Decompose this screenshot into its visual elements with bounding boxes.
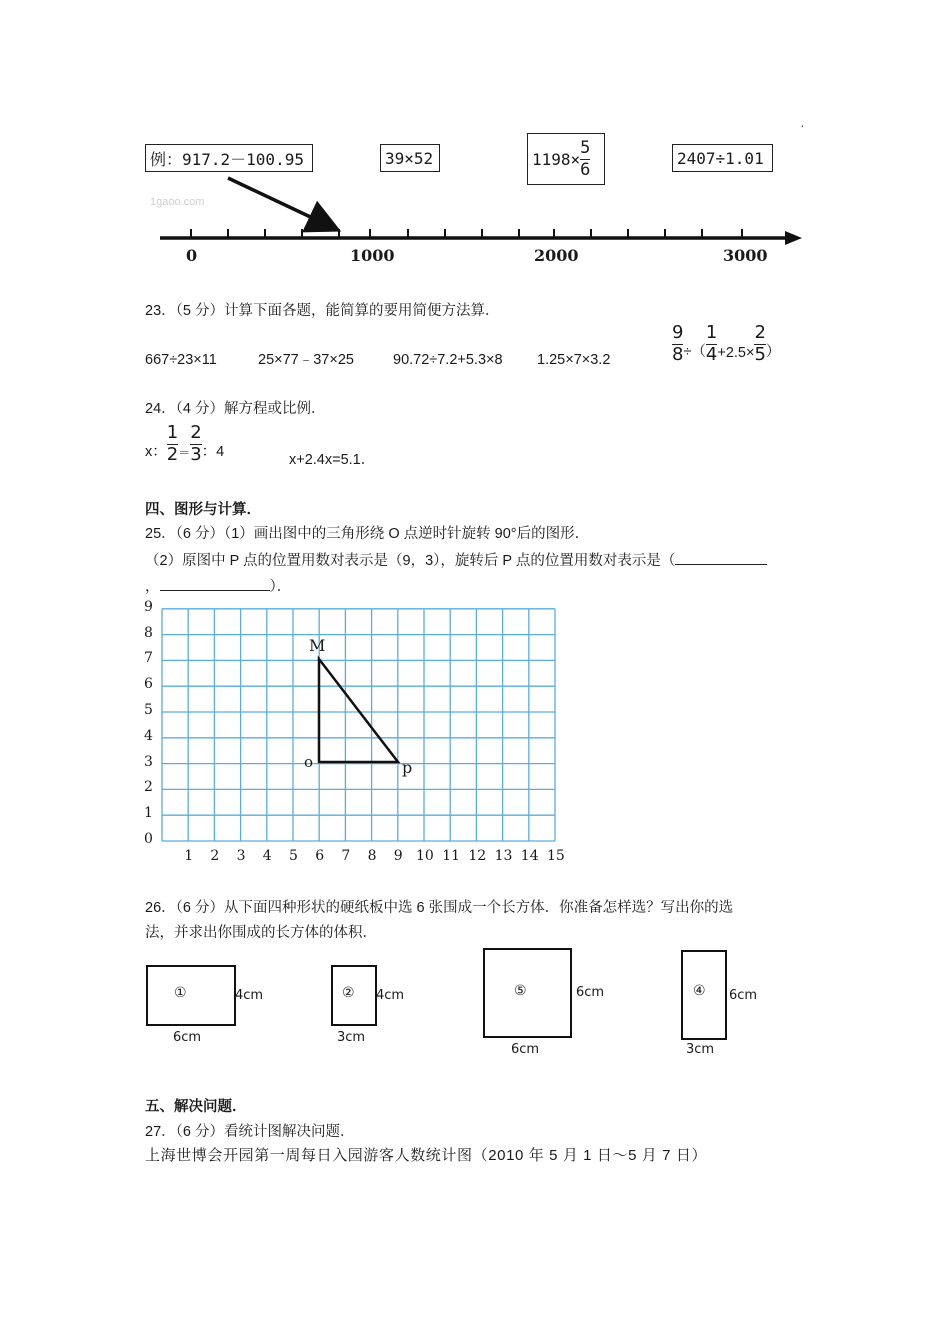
q25-line-2-text: （2）原图中 P 点的位置用数对表示是（9，3），旋转后 P 点的位置用数对表示是（ <box>145 553 676 569</box>
grid-y-label: 8 <box>144 624 153 641</box>
card-3-side: 6cm <box>576 985 605 1000</box>
q27-line-2: 上海世博会开园第一周每日入园游客人数统计图（2010 年 5 月 1 日～5 月 7 日） <box>145 1147 708 1164</box>
fraction-denominator: 2 <box>166 444 179 465</box>
card-3 <box>483 948 572 1038</box>
fraction-numerator: 1 <box>166 422 179 443</box>
q27-line-1: 27．（6 分）看统计图解决问题． <box>145 1124 355 1140</box>
fraction-numerator: 9 <box>672 322 684 343</box>
q23-item-5-mid: +2.5× <box>717 345 755 361</box>
grid-y-label: 7 <box>144 650 153 667</box>
q23-item-2: 25×77﹣37×25 <box>258 352 354 368</box>
card-2-side: 4cm <box>376 988 405 1003</box>
q26-line-2: 法，并求出你围成的长方体的体积． <box>145 925 377 941</box>
watermark: 1gaoo.com <box>150 196 205 208</box>
q23-item-4: 1.25×7×3.2 <box>537 352 611 368</box>
fraction-numerator: 1 <box>705 322 718 343</box>
card-1 <box>146 965 236 1026</box>
card-4-bottom: 3cm <box>686 1042 715 1057</box>
fraction-numerator: 5 <box>580 138 591 158</box>
corner-mark: · <box>800 117 805 133</box>
label-P: p <box>402 758 413 777</box>
card-3-bottom: 6cm <box>511 1042 540 1057</box>
card-1-side: 4cm <box>235 988 264 1003</box>
product-box-1198-text: 1198× <box>532 149 581 169</box>
q23-item-5-prefix: ÷（ <box>683 344 706 360</box>
grid-x-label: 8 <box>367 848 377 864</box>
tick-label-1000: 1000 <box>350 246 395 265</box>
q26-line-1: 26．（6 分）从下面四种形状的硬纸板中选 6 张围成一个长方体．你准备怎样选？写出你的选 <box>145 900 734 916</box>
grid-x-label: 14 <box>520 848 539 864</box>
q24-eq1-prefix: x： <box>145 444 167 460</box>
grid-x-label: 11 <box>442 848 461 864</box>
q23-item-5-suffix: ） <box>765 344 781 360</box>
product-box-text: 39×52 <box>385 148 434 168</box>
grid-x-label: 5 <box>289 848 298 864</box>
grid-x-label: 9 <box>393 848 403 864</box>
grid-x-label: 15 <box>547 848 565 864</box>
quotient-box-text: 2407÷1.01 <box>677 148 764 168</box>
tick-label-3000: 3000 <box>723 246 768 265</box>
example-box-text: 例：917.2－100.95 <box>150 149 304 169</box>
grid-y-label: 9 <box>144 598 153 615</box>
label-M: M <box>309 636 326 655</box>
grid-lines <box>162 609 555 841</box>
section-4-title: 四、图形与计算． <box>145 502 261 518</box>
card-1-bottom: 6cm <box>173 1030 202 1045</box>
card-3-mark: ⑤ <box>514 983 527 999</box>
grid-y-label: 0 <box>144 831 153 847</box>
triangle-MOP <box>319 659 398 762</box>
grid-x-label: 3 <box>236 848 246 864</box>
grid-x-label: 4 <box>262 848 272 864</box>
card-4-side: 6cm <box>729 988 758 1003</box>
grid-y-label: 1 <box>144 805 153 822</box>
card-2-mark: ② <box>342 985 355 1001</box>
grid-x-label: 7 <box>341 848 351 864</box>
tick-label-2000: 2000 <box>534 246 579 265</box>
q23-item-1: 667÷23×11 <box>145 352 217 368</box>
grid-x-label: 1 <box>184 848 194 864</box>
q25-line-3-end: ）． <box>269 579 292 595</box>
card-4-mark: ④ <box>693 983 706 999</box>
grid-y-label: 3 <box>144 753 153 770</box>
fraction-denominator: 8 <box>672 344 684 365</box>
grid-y-label: 6 <box>144 676 153 693</box>
grid-x-label: 10 <box>416 848 434 864</box>
q24-title: 24．（4 分）解方程或比例． <box>145 401 326 417</box>
q25-line-3-sep: ， <box>145 579 160 595</box>
fraction-denominator: 5 <box>754 344 766 365</box>
grid-x-label: 2 <box>210 848 220 864</box>
fraction-numerator: 2 <box>190 422 202 443</box>
label-O: o <box>304 753 314 771</box>
grid-y-label: 5 <box>144 702 153 718</box>
fraction-numerator: 2 <box>754 322 766 343</box>
grid-y-label: 2 <box>144 779 153 796</box>
tick-label-0: 0 <box>186 246 198 265</box>
grid-y-label: 4 <box>144 727 153 744</box>
q23-item-3: 90.72÷7.2+5.3×8 <box>393 352 503 368</box>
section-5-title: 五、解决问题． <box>145 1099 247 1115</box>
fraction-denominator: 6 <box>580 160 591 180</box>
grid-x-label: 6 <box>315 848 325 864</box>
fraction-denominator: 4 <box>705 344 718 365</box>
q24-eq1-suffix: ：4 <box>201 444 225 460</box>
card-1-mark: ① <box>174 985 187 1001</box>
fraction-denominator: 3 <box>190 444 202 465</box>
q24-equation-2: x+2.4x=5.1． <box>289 452 376 468</box>
q23-title: 23．（5 分）计算下面各题，能简算的要用简便方法算． <box>145 303 500 319</box>
grid-x-label: 12 <box>468 848 487 864</box>
grid-x-label: 13 <box>494 848 513 864</box>
q24-eq1-mid: ＝ <box>178 446 191 460</box>
q25-line-1: 25．（6 分）（1）画出图中的三角形绕 O 点逆时针旋转 90°后的图形． <box>145 526 590 542</box>
card-2-bottom: 3cm <box>337 1030 366 1045</box>
